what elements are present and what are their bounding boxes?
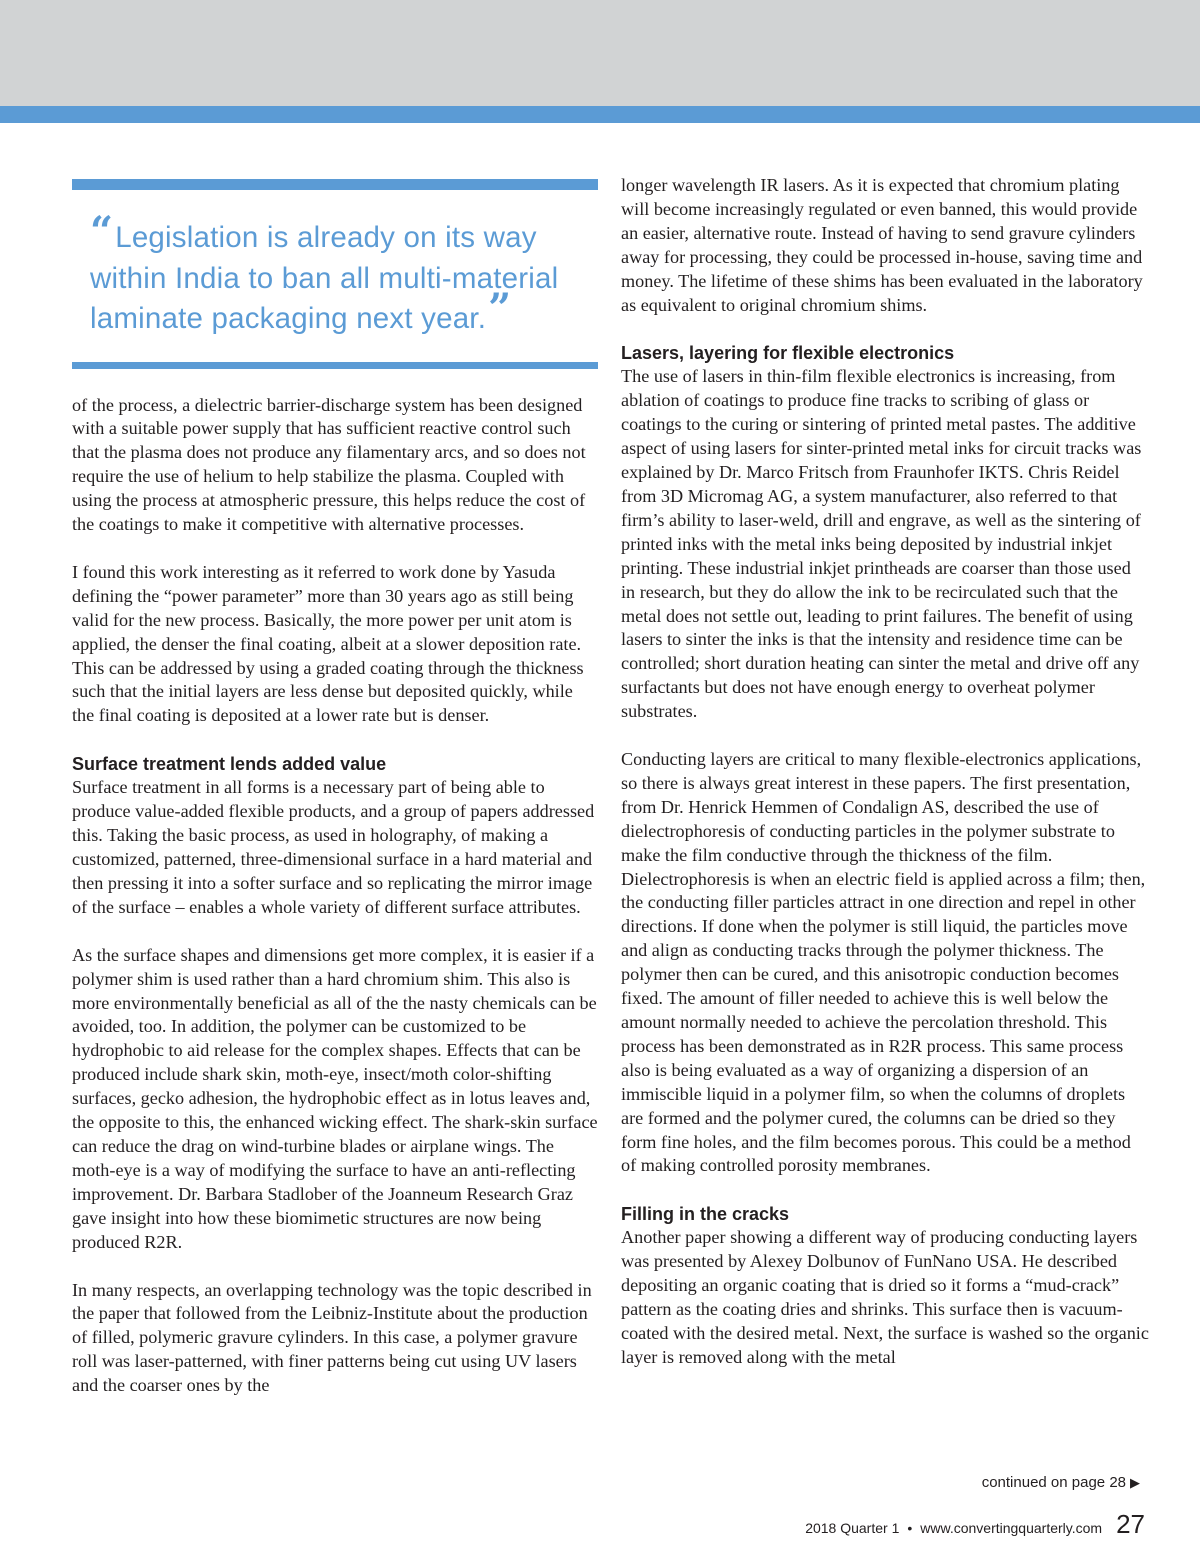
pull-quote-text-block	[90, 208, 598, 340]
body-paragraph: Surface treatment in all forms is a necessary part of being able to produce value-added flexible products, and a group of papers addressed this. Taking the basic process, as used in holography, of making a customized, patterned, three-dimensional surface in a hard material and then pressing it into a softer surface and so replicating the mirror image of the surface – enables a whole variety of different surface attributes.	[72, 777, 595, 917]
pull-quote	[72, 179, 598, 369]
section-heading-lasers: Lasers, layering for flexible electronics	[621, 343, 955, 364]
close-quote-mark: ”	[488, 285, 512, 332]
pull-quote-top-rule	[72, 179, 598, 190]
body-paragraph: longer wavelength IR lasers. As it is expected that chromium plating will become increasingly regulated or even banned, this would provide an easier, alternative route. Instead of having to send gravure cylinders away for processing, they could be processed in-house, saving time and money. The lifetime of these shims has been evaluated in the laboratory as equivalent to original chromium shims.	[621, 175, 1143, 315]
continued-on-link[interactable]	[982, 1474, 1140, 1491]
body-paragraph: As the surface shapes and dimensions get more complex, it is easier if a polymer shim is used rather than a hard chromium shim. This also is more environmentally beneficial as all of the the nasty chemicals can be avoided, too. In addition, the polymer can be customized to be hydrophobic to aid release for the complex shapes. Effects that can be produced include shark skin, moth-eye, insect/moth color-shifting surfaces, gecko adhesion, the hydrophobic effect as in lotus leaves and, the opposite to this, the enhanced wicking effect. The shark-skin surface can reduce the drag on wind-turbine blades or airplane wings. The moth-eye is a way of modifying the surface to have an anti-reflecting improvement. Dr. Barbara Stadlober of the Joanneum Research Graz gave insight into how these biomimetic structures are now being produced R2R.	[72, 944, 598, 1252]
body-paragraph: Conducting layers are critical to many flexible-electronics applications, so there is always great interest in these papers. The first presentation, from Dr. Henrick Hemmen of Condalign AS, described the use of dielectrophoresis of conducting particles in the polymer substrate to make the film conductive through the thickness of the film. Dielectrophoresis is when an electric field is applied across a film; then, the conducting filler particles attract in one direction and repel in other directions. If done when the polymer is still liquid, the particles move and align as conducting tracks through the polymer thickness. The polymer then can be cured, and this anisotropic conduction becomes fixed. The amount of filler needed to achieve this is well below the amount normally needed to achieve the percolation threshold. This process has been demonstrated as in R2R process. This same process also is being evaluated as a way of organizing a dispersion of an immiscible liquid in a polymer film, so when the columns of droplets are formed and the polymer cured, the columns can be dried so they form fine holes, and the film becomes porous. This could be a method of making controlled porosity membranes.	[621, 749, 1146, 1176]
body-paragraph: Another paper showing a different way of producing conducting layers was presented by Alexey Dolbunov of FunNano USA. He described depositing an organic coating that is dried so it forms a “mud-crack” pattern as the coating dries and shrinks. This surface then is vacuum-coated with the desired metal. Next, the surface is washed so the organic layer is removed along with the metal	[621, 1227, 1149, 1367]
triangle-right-icon: ▶	[1130, 1475, 1140, 1490]
footer-separator: •	[907, 1520, 913, 1536]
body-paragraph: In many respects, an overlapping technology was the topic described in the paper that followed from the Leibniz-Institute about the production of filled, polymeric gravure cylinders. In this case, a polymer gravure roll was laser-patterned, with finer patterns being cut using UV lasers and the coarser ones by the	[72, 1279, 592, 1396]
right-column	[621, 174, 1149, 1394]
body-paragraph: The use of lasers in thin-film flexible electronics is increasing, from ablation of coatings to produce fine tracks to scribing of glass or coatings to the curing or sintering of printed metal pastes. The additive aspect of using lasers for sinter-printed metal inks for circuit tracks was explained by Dr. Marco Fritsch from Fraunhofer IKTS. Chris Reidel from 3D Micromag AG, a system manufacturer, also referred to that firm’s ability to laser-weld, drill and engrave, as well as the sintering of printed inks with the metal inks being deposited by industrial inkjet printing. These industrial inkjet printheads are coarser than those used in research, but they do allow the ink to be recirculated such that the metal does not settle out, leading to print failures. The benefit of using lasers to sinter the inks is that the intensity and residence time can be controlled; short duration heating can sinter the metal and drive off any surfactants but does not have enough energy to overheat polymer substrates.	[621, 366, 1142, 722]
issue-label: 2018 Quarter 1	[805, 1520, 900, 1536]
website-link[interactable]: www.convertingquarterly.com	[920, 1520, 1103, 1536]
body-paragraph: I found this work interesting as it referred to work done by Yasuda defining the “power parameter” more than 30 years ago as still being valid for the new process. Basically, the more power per unit atom is applied, the denser the final coating, albeit at a slower deposition rate. This can be addressed by using a graded coating through the thickness such that the initial layers are less dense but deposited quickly, while the final coating is deposited at a lower rate but is denser.	[72, 561, 584, 726]
section-heading-surface-treatment: Surface treatment lends added value	[72, 754, 387, 775]
page-footer	[805, 1509, 1145, 1540]
left-column	[72, 174, 598, 1422]
body-paragraph: of the process, a dielectric barrier-discharge system has been designed with a suitable power supply that has sufficient reactive control such that the plasma does not produce any filamentary arcs, and so does not require the use of helium to help stabilize the plasma. Coupled with using the process at atmospheric pressure, this helps reduce the cost of the coatings to make it competitive with alternative processes.	[72, 394, 586, 535]
header-accent-stripe	[0, 106, 1200, 123]
section-heading-filling-cracks: Filling in the cracks	[621, 1204, 790, 1225]
header-band	[0, 0, 1200, 106]
continued-text: continued on page 28	[981, 1474, 1126, 1491]
pull-quote-bottom-rule	[72, 362, 598, 369]
pull-quote-text: Legislation is already on its way within India to ban all multi-material laminate packaging next year.	[90, 221, 559, 335]
open-quote-mark: “	[90, 208, 114, 255]
page-number: 27	[1116, 1509, 1145, 1539]
